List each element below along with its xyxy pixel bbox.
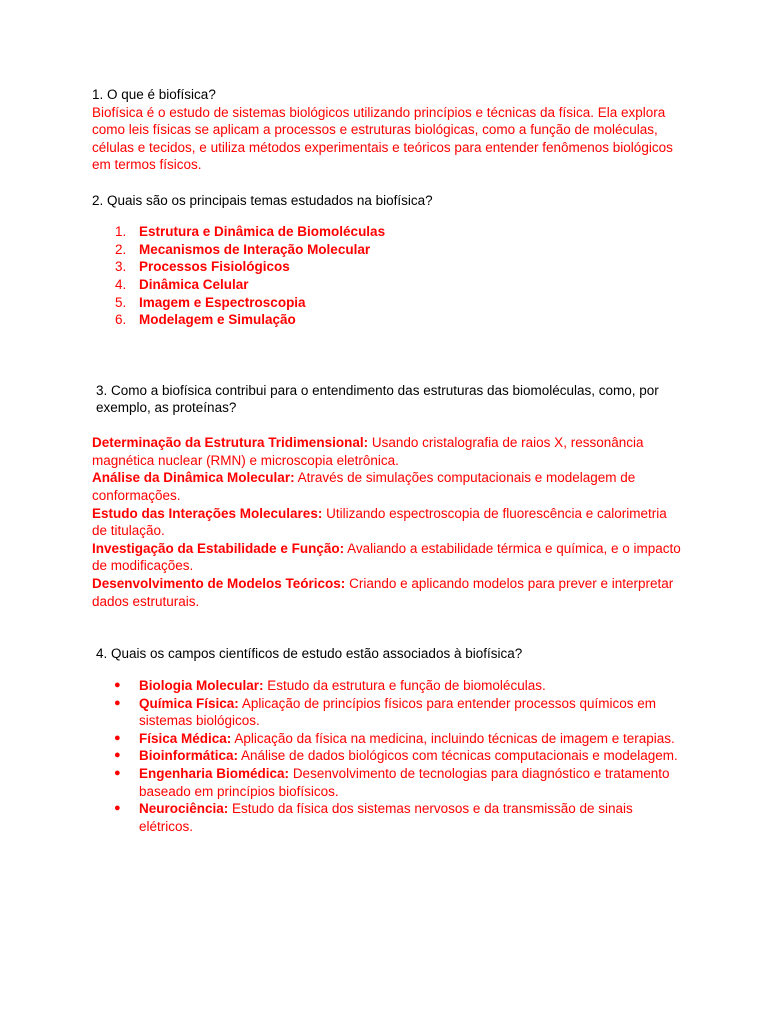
method-entry	[92, 434, 682, 469]
topic-item: 1. Estrutura e Dinâmica de Biomoléculas	[115, 224, 386, 240]
field-item: ● Bioinformática: Análise de dados biológicos com técnicas computacionais e modelagem.	[114, 748, 678, 764]
topic-item: 3. Processos Fisiológicos	[115, 259, 290, 275]
field-item: ● Biologia Molecular: Estudo da estrutura e função de biomoléculas.	[114, 678, 546, 693]
method-text: Avaliando a estabilidade térmica e química, e o impacto de modificações.	[92, 540, 681, 574]
question-2: 2. Quais são os principais temas estudados na biofísica?	[92, 192, 433, 208]
question-4: 4. Quais os campos científicos de estudo estão associados à biofísica?	[96, 646, 523, 662]
topic-item: 5. Imagem e Espectroscopia	[115, 294, 306, 310]
method-title: Análise da Dinâmica Molecular:	[92, 470, 295, 486]
question-3: 3. Como a biofísica contribui para o entendimento das estruturas das biomoléculas, como, por exemplo, as proteínas?	[96, 382, 659, 416]
topics-list	[92, 223, 682, 329]
method-entry	[92, 540, 682, 575]
question-1: 1. O que é biofísica?	[92, 87, 216, 102]
fields-list	[92, 677, 682, 835]
bullet-icon: ●	[114, 731, 121, 744]
bullet-icon: ●	[114, 696, 121, 709]
method-text: Criando e aplicando modelos para prever e interpretar dados estruturais.	[92, 576, 674, 609]
method-entry	[92, 505, 682, 540]
field-item: ● Neurociência: Estudo da física dos sistemas nervosos e da transmissão de sinais elétricos.	[114, 801, 633, 834]
field-item: ● Física Médica: Aplicação da física na medicina, incluindo técnicas de imagem e terapias.	[114, 730, 675, 746]
method-entry	[92, 575, 682, 610]
bullet-icon: ●	[114, 802, 121, 815]
topic-item: 2. Mecanismos de Interação Molecular	[115, 241, 371, 257]
document-page	[92, 86, 682, 835]
method-text: Através de simulações computacionais e modelagem de conformações.	[92, 470, 636, 504]
bullet-icon: ●	[114, 749, 121, 762]
method-text: Utilizando espectroscopia de fluorescência e calorimetria de titulação.	[92, 505, 667, 539]
method-title: Estudo das Interações Moleculares:	[92, 505, 323, 521]
field-item: ● Química Física: Aplicação de princípios físicos para entender processos químicos em sistemas biológicos.	[114, 695, 657, 729]
topic-item: 6. Modelagem e Simulação	[115, 312, 296, 328]
bullet-icon: ●	[114, 679, 121, 691]
topic-item: 4. Dinâmica Celular	[115, 276, 249, 292]
answer-1: Biofísica é o estudo de sistemas biológicos utilizando princípios e técnicas da física. Ela explora como leis físicas se aplicam a processos e estruturas biológicas, como a função de moléculas, células e tecidos, e utiliza métodos experimentais e teóricos para entender fenômenos biológicos em termos físicos.	[92, 104, 673, 173]
structure-methods	[92, 434, 682, 610]
method-title: Desenvolvimento de Modelos Teóricos:	[92, 576, 346, 592]
method-entry	[92, 469, 682, 504]
field-item: ● Engenharia Biomédica: Desenvolvimento de tecnologias para diagnóstico e tratamento baseado em princípios biofísicos.	[114, 765, 670, 799]
method-title: Determinação da Estrutura Tridimensional:	[92, 435, 369, 451]
method-title: Investigação da Estabilidade e Função:	[92, 540, 345, 556]
method-text: Usando cristalografia de raios X, ressonância magnética nuclear (RMN) e microscopia eletrônica.	[92, 435, 644, 468]
bullet-icon: ●	[114, 766, 121, 779]
